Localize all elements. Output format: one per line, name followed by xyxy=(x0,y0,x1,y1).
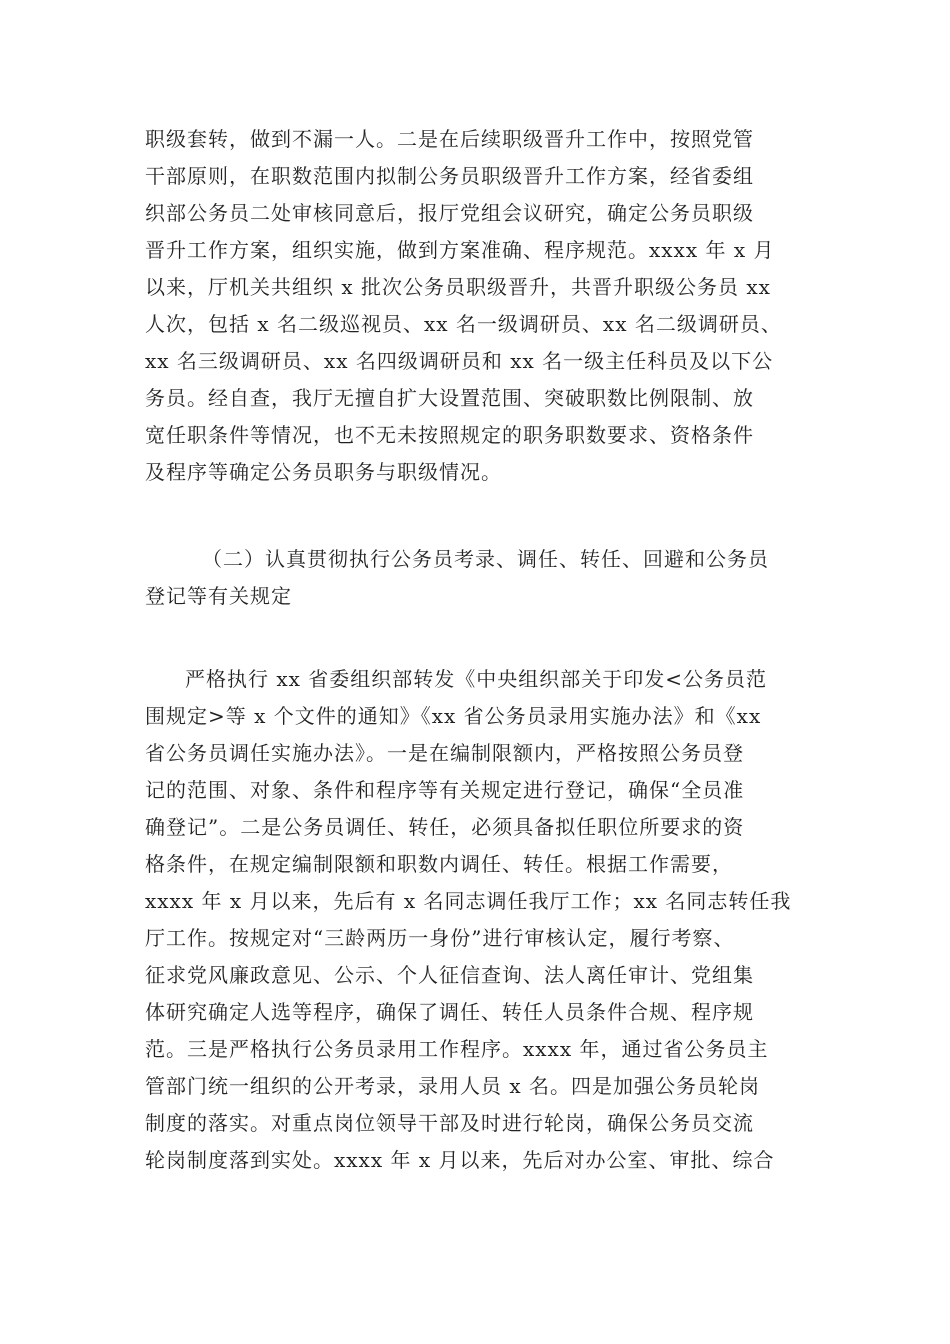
paragraph2-line-1: 严格执行 xx 省委组织部转发《中央组织部关于印发<公务员范 xyxy=(185,667,768,691)
paragraph2-line-10: 体研究确定人选等程序，确保了调任、转任人员条件合规、程序规 xyxy=(145,1000,754,1024)
paragraph2-line-4: 记的范围、对象、条件和程序等有关规定进行登记，确保“全员准 xyxy=(145,778,745,802)
paragraph1-line-1: 职级套转，做到不漏一人。二是在后续职级晋升工作中，按照党管 xyxy=(145,127,754,151)
paragraph2-line-12: 管部门统一组织的公开考录，录用人员 x 名。四是加强公务员轮岗 xyxy=(145,1074,760,1098)
paragraph1-line-9: 宽任职条件等情况，也不无未按照规定的职务职数要求、资格条件 xyxy=(145,423,754,447)
paragraph2-line-6: 格条件，在规定编制限额和职数内调任、转任。根据工作需要， xyxy=(145,852,733,876)
section-heading-line-2: 登记等有关规定 xyxy=(145,584,292,608)
paragraph1-line-10: 及程序等确定公务员职务与职级情况。 xyxy=(145,460,502,484)
paragraph1-line-6: 人次，包括 x 名二级巡视员、xx 名一级调研员、xx 名二级调研员、 xyxy=(145,312,782,336)
paragraph2-line-3: 省公务员调任实施办法》。一是在编制限额内，严格按照公务员登 xyxy=(145,741,744,765)
paragraph2-line-2: 围规定>等 x 个文件的通知》《xx 省公务员录用实施办法》和《xx xyxy=(145,704,762,728)
paragraph1-line-7: xx 名三级调研员、xx 名四级调研员和 xx 名一级主任科员及以下公 xyxy=(145,349,774,373)
paragraph1-line-8: 务员。经自查，我厅无擅自扩大设置范围、突破职数比例限制、放 xyxy=(145,386,754,410)
paragraph1-line-2: 干部原则，在职数范围内拟制公务员职级晋升工作方案，经省委组 xyxy=(145,164,754,188)
paragraph2-line-5: 确登记”。二是公务员调任、转任，必须具备拟任职位所要求的资 xyxy=(145,815,745,839)
paragraph2-line-13: 制度的落实。对重点岗位领导干部及时进行轮岗，确保公务员交流 xyxy=(145,1111,754,1135)
paragraph1-line-3: 织部公务员二处审核同意后，报厅党组会议研究，确定公务员职级 xyxy=(145,201,754,225)
paragraph2-line-7: xxxx 年 x 月以来，先后有 x 名同志调任我厅工作；xx 名同志转任我 xyxy=(145,889,792,913)
paragraph2-line-9: 征求党风廉政意见、公示、个人征信查询、法人离任审计、党组集 xyxy=(145,963,754,987)
paragraph2-line-11: 范。三是严格执行公务员录用工作程序。xxxx 年，通过省公务员主 xyxy=(145,1037,769,1061)
section-heading-line-1: （二）认真贯彻执行公务员考录、调任、转任、回避和公务员 xyxy=(202,547,769,571)
paragraph1-line-5: 以来，厅机关共组织 x 批次公务员职级晋升，共晋升职级公务员 xx xyxy=(145,275,771,299)
paragraph2-line-14: 轮岗制度落到实处。xxxx 年 x 月以来，先后对办公室、审批、综合 xyxy=(145,1148,775,1172)
paragraph2-line-8: 厅工作。按规定对“三龄两历一身份”进行审核认定，履行考察、 xyxy=(145,926,735,950)
paragraph1-line-4: 晋升工作方案，组织实施，做到方案准确、程序规范。xxxx 年 x 月 xyxy=(145,238,775,262)
